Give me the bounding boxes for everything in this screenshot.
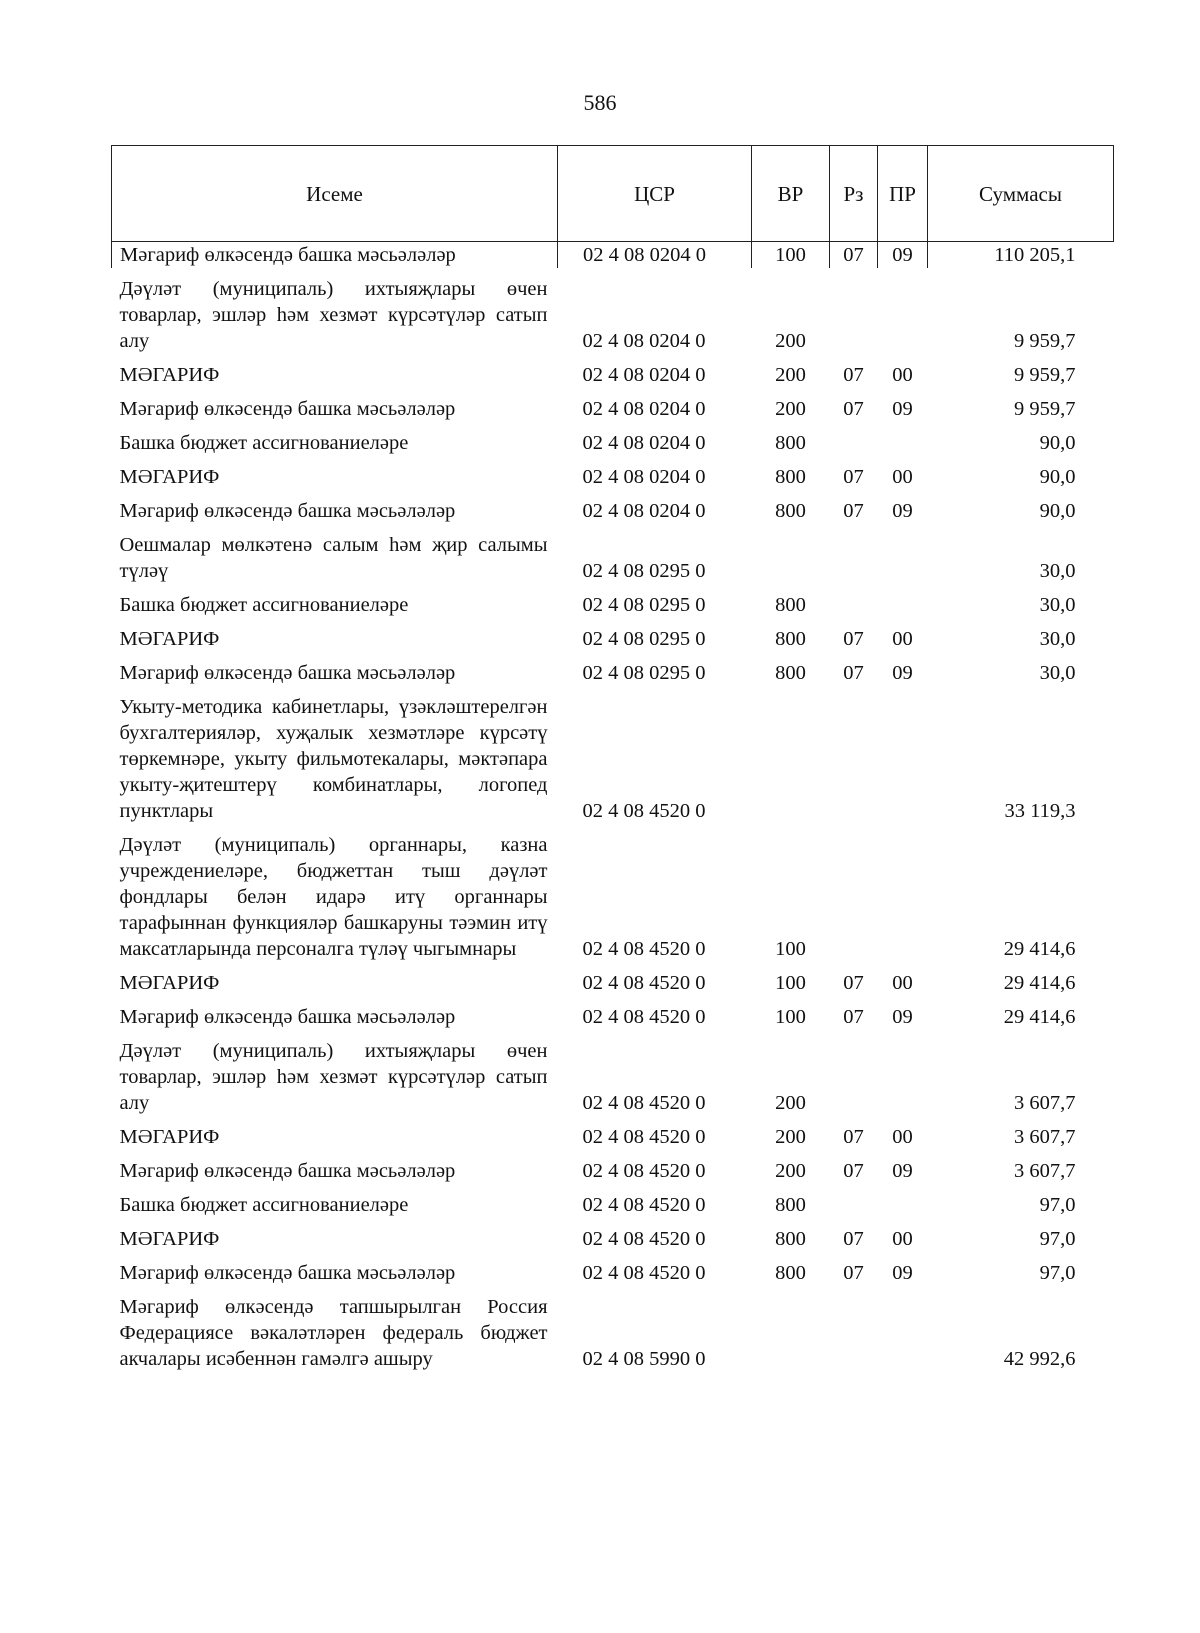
- table-row: [112, 354, 1114, 388]
- table-row: [112, 1150, 1114, 1184]
- table-row: [112, 1030, 1114, 1116]
- header-sum: Суммасы: [928, 146, 1114, 242]
- cell-rz: 07: [843, 1160, 864, 1182]
- cell-csr: 02 4 08 4520 0: [582, 1160, 706, 1182]
- cell-vr: 200: [775, 330, 806, 352]
- cell-rz: [830, 584, 878, 618]
- cell-csr: 02 4 08 4520 0: [582, 1126, 706, 1148]
- cell-name: Мәгариф өлкәсендә башка мәсьәләләр: [119, 1006, 456, 1028]
- cell-vr: [752, 524, 830, 584]
- cell-name: МӘГАРИФ: [119, 466, 220, 488]
- cell-pr: 09: [892, 1006, 913, 1028]
- cell-pr: 09: [892, 398, 913, 420]
- table-row: [112, 1252, 1114, 1286]
- cell-sum: 90,0: [1039, 500, 1076, 522]
- cell-sum: 90,0: [1039, 432, 1076, 454]
- cell-pr: 00: [892, 466, 913, 488]
- cell-sum: 29 414,6: [1003, 1006, 1076, 1028]
- cell-pr: [878, 1286, 928, 1372]
- header-vr: ВР: [752, 146, 830, 242]
- cell-rz: 07: [843, 1126, 864, 1148]
- cell-pr: [878, 268, 928, 354]
- cell-rz: 07: [830, 242, 878, 269]
- cell-csr: 02 4 08 4520 0: [582, 1262, 706, 1284]
- cell-name: МӘГАРИФ: [119, 1126, 220, 1148]
- cell-csr: 02 4 08 4520 0: [582, 1092, 706, 1114]
- cell-vr: 200: [775, 1092, 806, 1114]
- cell-csr: 02 4 08 0295 0: [582, 662, 706, 684]
- table-row: [112, 1116, 1114, 1150]
- table-row: [112, 524, 1114, 584]
- cell-name: Оешмалар мөлкәтенә салым һәм җир салымы түләү: [119, 534, 548, 582]
- cell-name: Мәгариф өлкәсендә башка мәсьәләләр: [119, 662, 456, 684]
- cell-pr: [878, 422, 928, 456]
- header-name: Исеме: [112, 146, 558, 242]
- cell-sum: 33 119,3: [1004, 800, 1076, 822]
- table-row: [112, 1286, 1114, 1372]
- cell-rz: 07: [843, 662, 864, 684]
- cell-sum: 3 607,7: [1014, 1126, 1076, 1148]
- cell-csr: 02 4 08 4520 0: [582, 1194, 706, 1216]
- cell-rz: [830, 1184, 878, 1218]
- cell-vr: 800: [775, 1194, 806, 1216]
- cell-csr: 02 4 08 5990 0: [582, 1348, 706, 1370]
- cell-sum: 42 992,6: [1003, 1348, 1076, 1370]
- cell-vr: 100: [775, 938, 806, 960]
- cell-pr: 09: [892, 662, 913, 684]
- header-rz: Рз: [830, 146, 878, 242]
- cell-rz: [830, 422, 878, 456]
- cell-sum: 110 205,1: [994, 244, 1076, 266]
- cell-pr: 09: [892, 500, 913, 522]
- cell-sum: 3 607,7: [1014, 1092, 1076, 1114]
- table-row: [112, 422, 1114, 456]
- cell-rz: 07: [843, 466, 864, 488]
- cell-rz: [830, 1286, 878, 1372]
- table-body: [112, 242, 1114, 1373]
- cell-pr: [878, 584, 928, 618]
- cell-name: Башка бюджет ассигнованиеләре: [119, 1194, 409, 1216]
- table-row: [112, 652, 1114, 686]
- cell-csr: 02 4 08 0204 0: [558, 242, 752, 269]
- cell-sum: 9 959,7: [1014, 364, 1076, 386]
- cell-csr: 02 4 08 0204 0: [582, 398, 706, 420]
- cell-pr: 00: [892, 972, 913, 994]
- cell-csr: 02 4 08 4520 0: [582, 972, 706, 994]
- table-row: [112, 456, 1114, 490]
- cell-pr: 09: [892, 1160, 913, 1182]
- cell-name: Дәүләт (муниципаль) ихтыяҗлары өчен товарлар, эшләр һәм хезмәт күрсәтүләр сатып алу: [119, 278, 548, 352]
- table-row: [112, 618, 1114, 652]
- cell-sum: 30,0: [1039, 594, 1076, 616]
- header-row: [112, 146, 1114, 242]
- cell-rz: 07: [843, 1006, 864, 1028]
- cell-sum: 30,0: [1039, 628, 1076, 650]
- cell-vr: 200: [775, 1126, 806, 1148]
- cell-rz: [830, 686, 878, 824]
- table-header: [112, 146, 1114, 242]
- cell-pr: [878, 686, 928, 824]
- cell-csr: 02 4 08 0295 0: [582, 594, 706, 616]
- table-row: [112, 388, 1114, 422]
- cell-csr: 02 4 08 4520 0: [582, 1006, 706, 1028]
- cell-name: МӘГАРИФ: [119, 1228, 220, 1250]
- cell-pr: 00: [892, 1228, 913, 1250]
- cell-sum: 9 959,7: [1014, 330, 1076, 352]
- table-row: [112, 824, 1114, 962]
- cell-csr: 02 4 08 4520 0: [582, 1228, 706, 1250]
- cell-vr: [752, 686, 830, 824]
- cell-name: Мәгариф өлкәсендә башка мәсьәләләр: [119, 1160, 456, 1182]
- cell-name: Башка бюджет ассигнованиеләре: [119, 432, 409, 454]
- cell-pr: 09: [892, 1262, 913, 1284]
- cell-rz: 07: [843, 628, 864, 650]
- cell-csr: 02 4 08 4520 0: [582, 938, 706, 960]
- table-row: [112, 962, 1114, 996]
- cell-sum: 9 959,7: [1014, 398, 1076, 420]
- cell-rz: [830, 268, 878, 354]
- cell-name: Мәгариф өлкәсендә башка мәсьәләләр: [119, 398, 456, 420]
- cell-sum: 29 414,6: [1003, 938, 1076, 960]
- cell-pr: 00: [892, 1126, 913, 1148]
- cell-name: МӘГАРИФ: [119, 972, 220, 994]
- cell-csr: 02 4 08 0204 0: [582, 500, 706, 522]
- cell-sum: 29 414,6: [1003, 972, 1076, 994]
- header-pr: ПР: [878, 146, 928, 242]
- cell-csr: 02 4 08 4520 0: [582, 800, 706, 822]
- cell-csr: 02 4 08 0295 0: [582, 560, 706, 582]
- cell-pr: [878, 1030, 928, 1116]
- cell-sum: 30,0: [1039, 560, 1076, 582]
- cell-pr: [878, 824, 928, 962]
- cell-name: Мәгариф өлкәсендә башка мәсьәләләр: [112, 242, 558, 269]
- cell-pr: [878, 524, 928, 584]
- table-row: [112, 268, 1114, 354]
- cell-name: МӘГАРИФ: [119, 628, 220, 650]
- cell-rz: 07: [843, 500, 864, 522]
- cell-csr: 02 4 08 0295 0: [582, 628, 706, 650]
- page-number: 586: [583, 90, 617, 115]
- cell-name: Дәүләт (муниципаль) ихтыяҗлары өчен товарлар, эшләр һәм хезмәт күрсәтүләр сатып алу: [119, 1040, 548, 1114]
- table-row: [112, 584, 1114, 618]
- cell-csr: 02 4 08 0204 0: [582, 364, 706, 386]
- cell-rz: [830, 524, 878, 584]
- cell-vr: 200: [775, 398, 806, 420]
- cell-vr: 100: [775, 972, 806, 994]
- cell-vr: 800: [775, 628, 806, 650]
- cell-vr: 100: [752, 242, 830, 269]
- cell-rz: 07: [843, 398, 864, 420]
- cell-name: Укыту-методика кабинетлары, үзәкләштерелгән бухгалтерияләр, хуҗалык хезмәтләре күрсәтү төркемнәре, укыту фильмотекалары, мәктәпара укыту-җитештерү комбинатлары, логопед пунктлары: [119, 696, 548, 822]
- cell-vr: 800: [775, 466, 806, 488]
- header-csr: ЦСР: [558, 146, 752, 242]
- table-row: [112, 490, 1114, 524]
- cell-vr: 800: [775, 432, 806, 454]
- cell-sum: 97,0: [1039, 1194, 1076, 1216]
- cell-vr: 800: [775, 1228, 806, 1250]
- cell-name: Мәгариф өлкәсендә башка мәсьәләләр: [119, 1262, 456, 1284]
- cell-rz: 07: [843, 972, 864, 994]
- cell-sum: 3 607,7: [1014, 1160, 1076, 1182]
- cell-sum: 30,0: [1039, 662, 1076, 684]
- cell-rz: 07: [843, 1262, 864, 1284]
- cell-pr: [878, 1184, 928, 1218]
- cell-vr: 800: [775, 1262, 806, 1284]
- cell-rz: [830, 1030, 878, 1116]
- cell-vr: [752, 1286, 830, 1372]
- cell-vr: 800: [775, 500, 806, 522]
- table-row: [112, 1184, 1114, 1218]
- cell-pr: 09: [878, 242, 928, 269]
- cell-csr: 02 4 08 0204 0: [582, 330, 706, 352]
- cell-sum: 90,0: [1039, 466, 1076, 488]
- cell-sum: 97,0: [1039, 1262, 1076, 1284]
- cell-name: Дәүләт (муниципаль) органнары, казна учреждениеләре, бюджеттан тыш дәүләт фондлары белән идарә итү органнары тарафыннан функцияләр башкаруны тәэмин итү максатларында персоналга түләү чыгымнары: [119, 834, 548, 960]
- cell-rz: 07: [843, 1228, 864, 1250]
- cell-vr: 200: [775, 1160, 806, 1182]
- table-row: [112, 242, 1114, 269]
- cell-vr: 100: [775, 1006, 806, 1028]
- budget-table: [111, 145, 1114, 1372]
- cell-name: Мәгариф өлкәсендә башка мәсьәләләр: [119, 500, 456, 522]
- table-row: [112, 686, 1114, 824]
- cell-name: Мәгариф өлкәсендә тапшырылган Россия Федерациясе вәкаләтләрен федераль бюджет акчалары исәбеннән гамәлгә ашыру: [119, 1296, 548, 1370]
- cell-name: Башка бюджет ассигнованиеләре: [119, 594, 409, 616]
- cell-rz: [830, 824, 878, 962]
- cell-sum: 97,0: [1039, 1228, 1076, 1250]
- cell-csr: 02 4 08 0204 0: [582, 466, 706, 488]
- cell-vr: 800: [775, 662, 806, 684]
- cell-vr: 800: [775, 594, 806, 616]
- cell-pr: 00: [892, 628, 913, 650]
- cell-csr: 02 4 08 0204 0: [582, 432, 706, 454]
- table-row: [112, 1218, 1114, 1252]
- cell-name: МӘГАРИФ: [119, 364, 220, 386]
- cell-rz: 07: [843, 364, 864, 386]
- cell-vr: 200: [775, 364, 806, 386]
- cell-pr: 00: [892, 364, 913, 386]
- table-row: [112, 996, 1114, 1030]
